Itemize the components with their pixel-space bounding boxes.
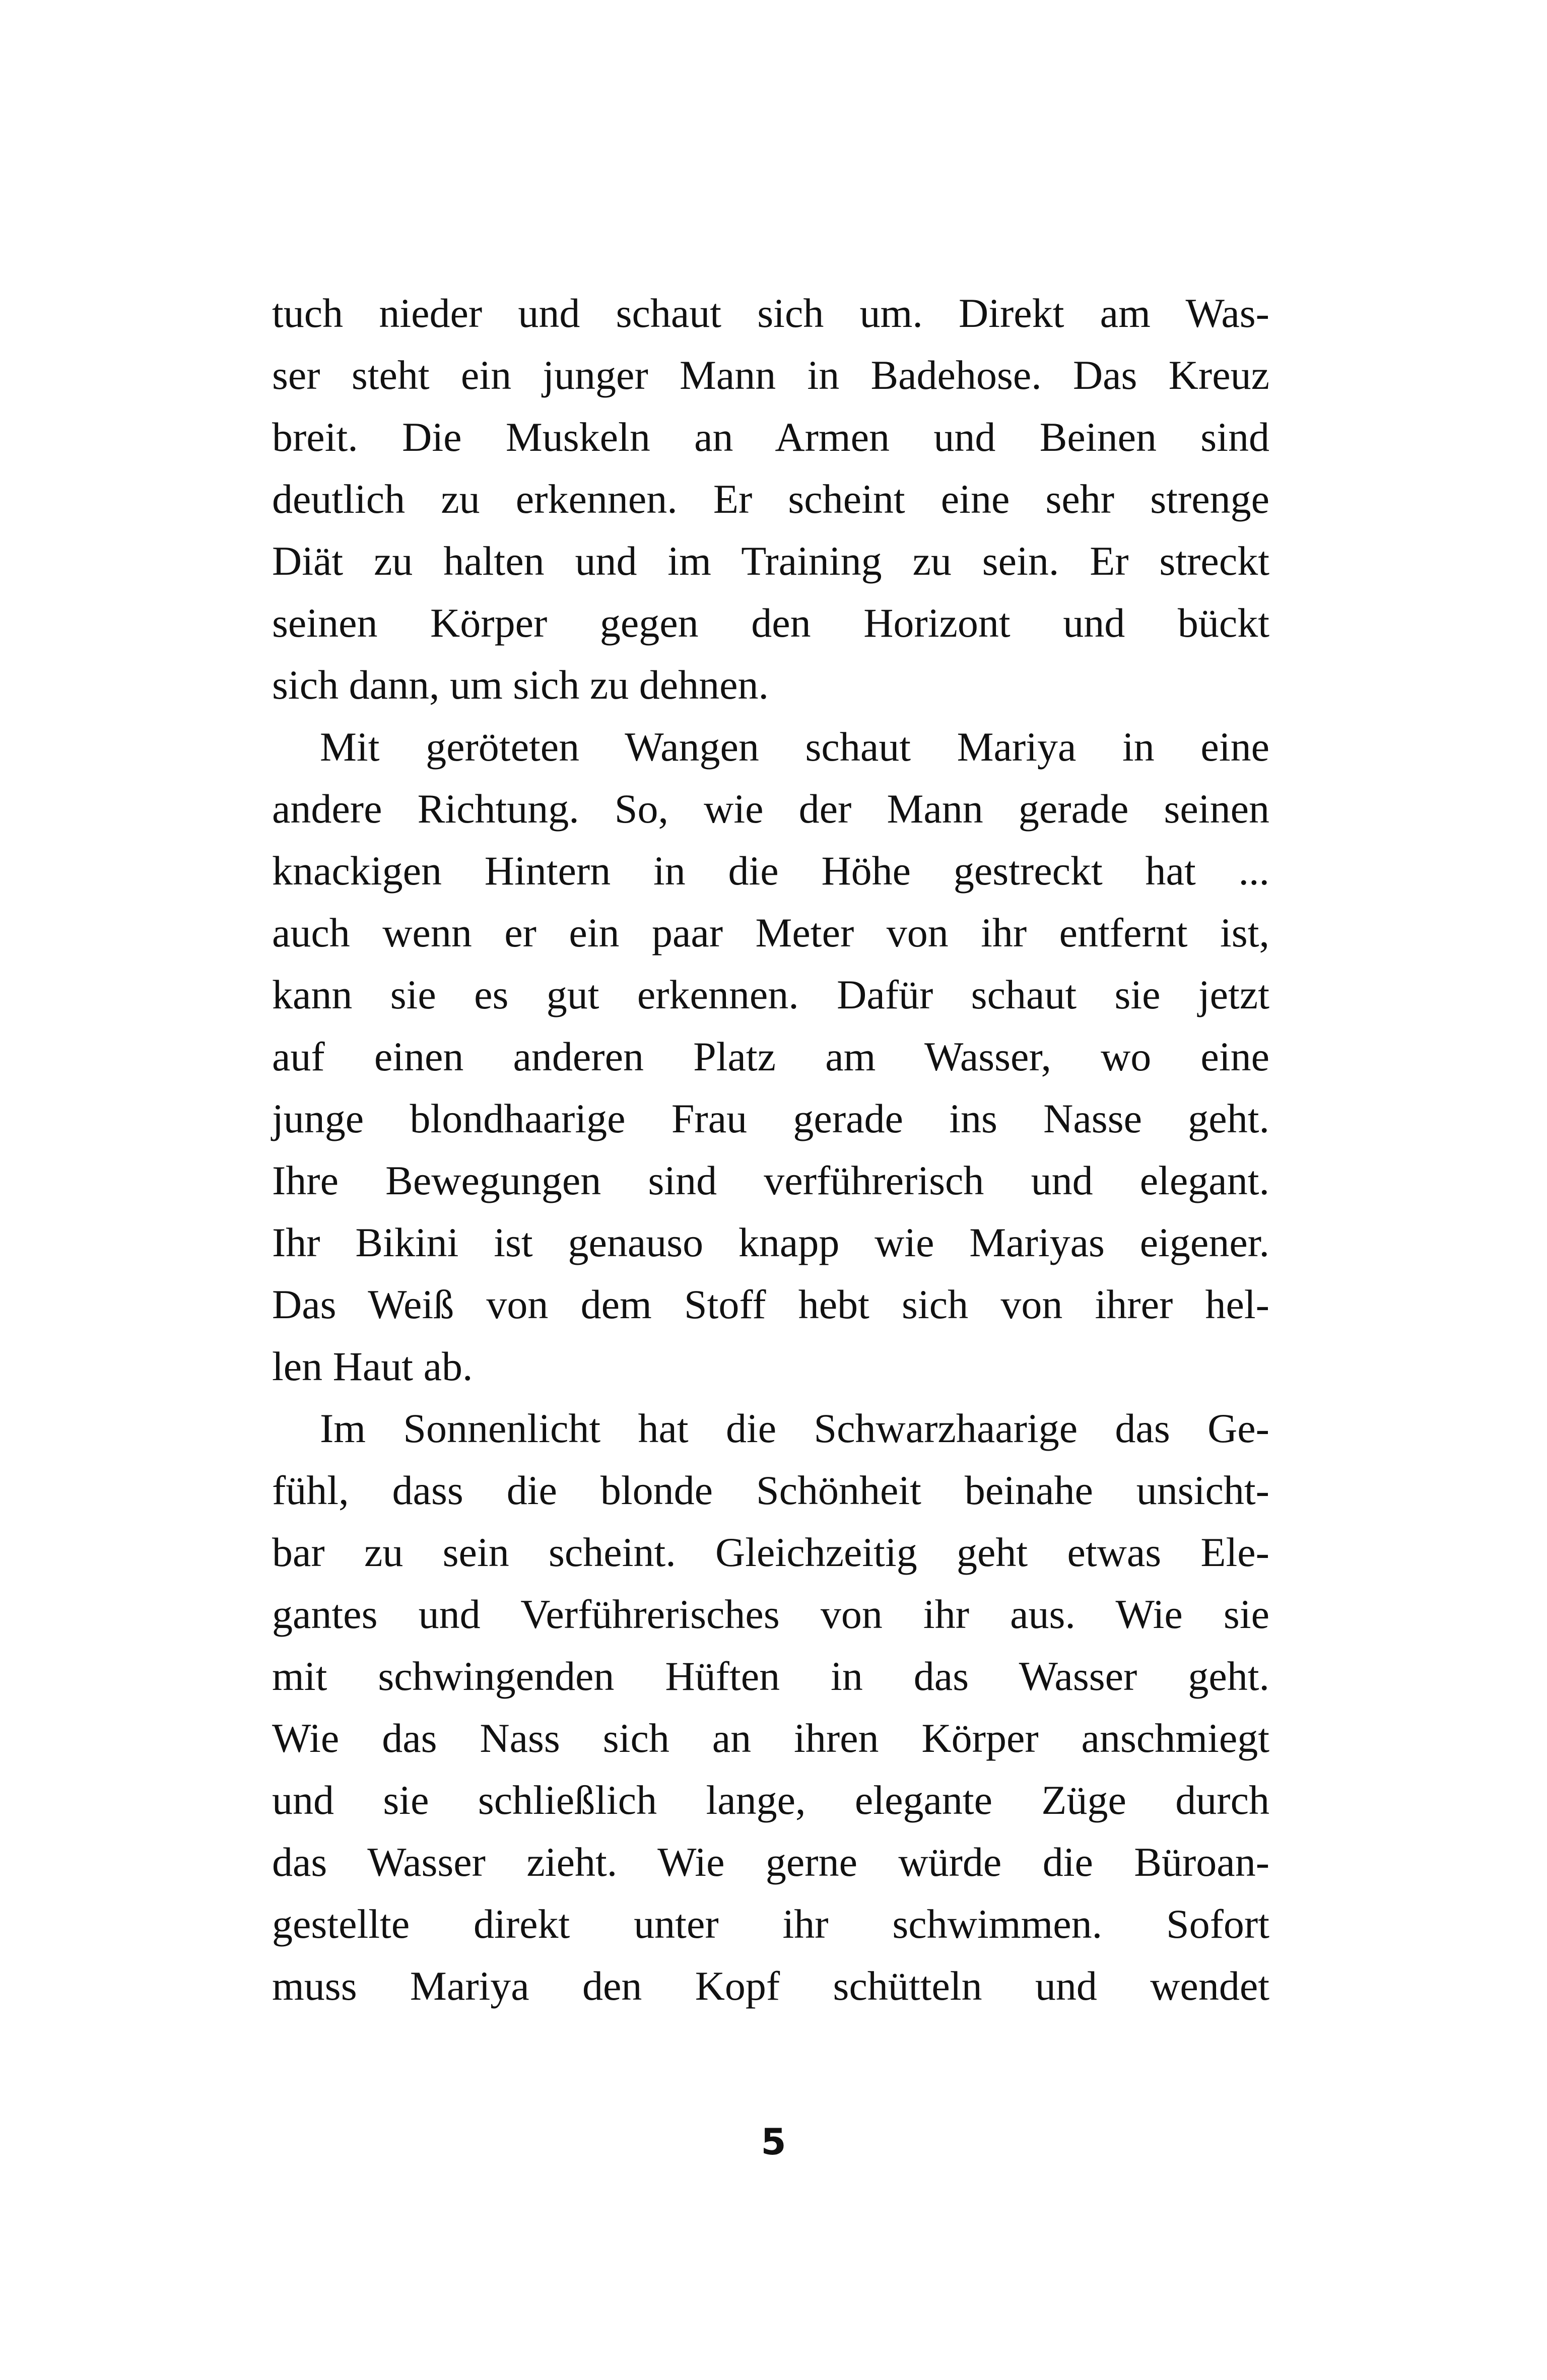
text-line: tuch nieder und schaut sich um. Direkt am Was- <box>272 290 1269 336</box>
text-line: bar zu sein scheint. Gleichzeitig geht etwas Ele- <box>272 1529 1269 1575</box>
text-line: ser steht ein junger Mann in Badehose. Das Kreuz <box>272 352 1269 398</box>
text-line: mit schwingenden Hüften in das Wasser geht. <box>272 1653 1269 1699</box>
text-line: auf einen anderen Platz am Wasser, wo eine <box>272 1034 1269 1079</box>
body-text <box>272 282 1269 2017</box>
text-line: Mit geröteten Wangen schaut Mariya in eine <box>320 724 1269 770</box>
text-line: Wie das Nass sich an ihren Körper anschmiegt <box>272 1715 1269 1761</box>
text-line: und sie schließlich lange, elegante Züge durch <box>272 1777 1269 1823</box>
text-line: knackigen Hintern in die Höhe gestreckt hat ... <box>272 848 1269 894</box>
text-line: auch wenn er ein paar Meter von ihr entfernt ist, <box>272 910 1269 956</box>
page-number: 5 <box>761 2121 786 2163</box>
text-line: gestellte direkt unter ihr schwimmen. Sofort <box>272 1901 1269 1947</box>
text-line: deutlich zu erkennen. Er scheint eine sehr strenge <box>272 476 1269 522</box>
text-line: junge blondhaarige Frau gerade ins Nasse geht. <box>272 1096 1269 1141</box>
text-line: gantes und Verführerisches von ihr aus. Wie sie <box>272 1591 1269 1637</box>
text-line: andere Richtung. So, wie der Mann gerade seinen <box>272 786 1269 832</box>
text-line: kann sie es gut erkennen. Dafür schaut sie jetzt <box>272 972 1269 1017</box>
text-line: len Haut ab. <box>272 1343 473 1389</box>
text-line: Diät zu halten und im Training zu sein. Er streckt <box>272 538 1269 584</box>
text-line: breit. Die Muskeln an Armen und Beinen sind <box>272 414 1269 460</box>
text-line: sich dann, um sich zu dehnen. <box>272 662 769 708</box>
text-line: Im Sonnenlicht hat die Schwarzhaarige das Ge- <box>320 1405 1269 1451</box>
text-line: muss Mariya den Kopf schütteln und wendet <box>272 1963 1269 2009</box>
text-line: seinen Körper gegen den Horizont und bückt <box>272 600 1269 646</box>
text-line: Das Weiß von dem Stoff hebt sich von ihrer hel- <box>272 1281 1269 1327</box>
text-line: Ihre Bewegungen sind verführerisch und elegant. <box>272 1158 1269 1203</box>
text-line: fühl, dass die blonde Schönheit beinahe unsicht- <box>272 1467 1269 1513</box>
text-line: das Wasser zieht. Wie gerne würde die Büroan- <box>272 1839 1269 1885</box>
text-line: Ihr Bikini ist genauso knapp wie Mariyas eigener. <box>272 1219 1269 1265</box>
